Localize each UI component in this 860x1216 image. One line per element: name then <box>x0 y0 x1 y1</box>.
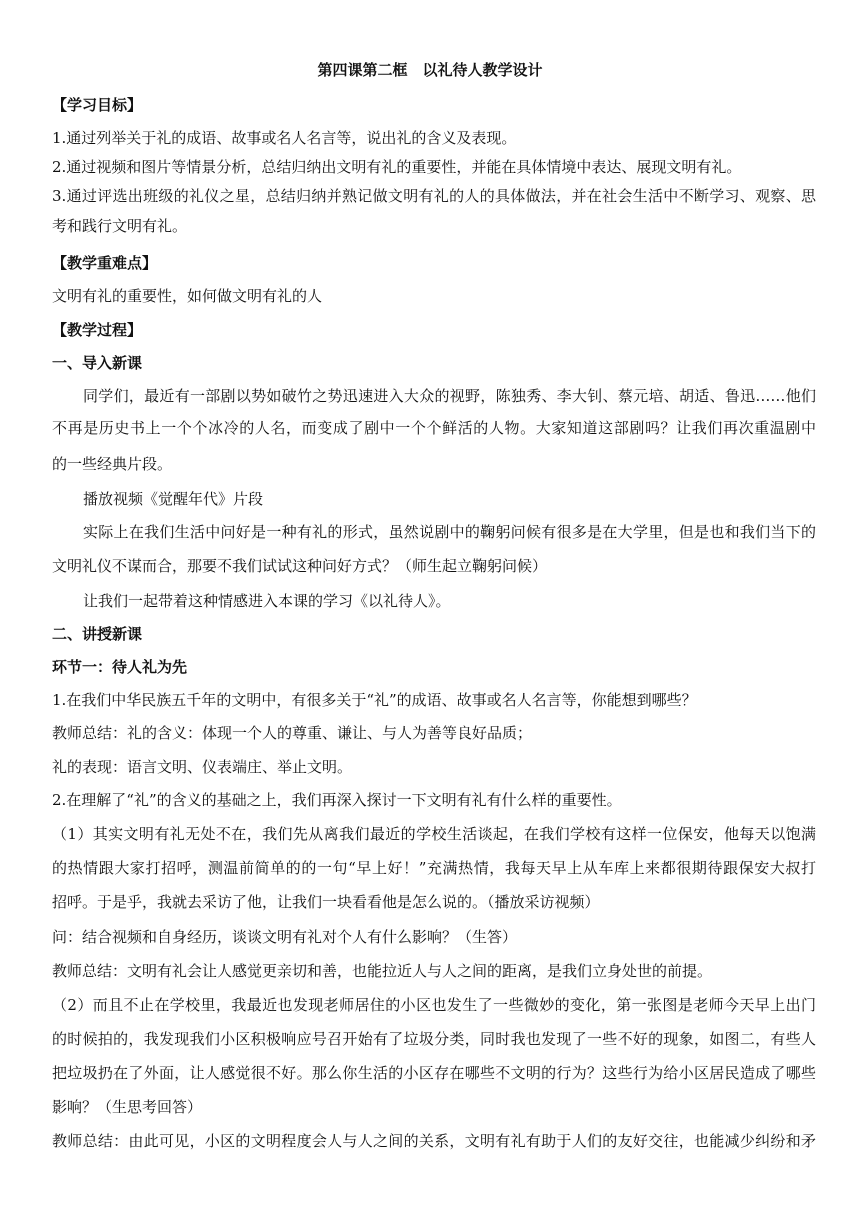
paragraph-line: 实际上在我们生活中问好是一种有礼的形式，虽然说剧中的鞠躬问候有很多是在大学里，但是也和我们当下的 <box>83 523 816 541</box>
paragraph-line: 播放视频《觉醒年代》片段 <box>83 490 264 508</box>
section-heading-teach: 二、讲授新课 <box>52 625 143 643</box>
link-heading: 环节一：待人礼为先 <box>52 658 188 676</box>
paragraph-line: 教师总结：由此可见，小区的文明程度会人与人之间的关系，文明有礼有助于人们的友好交往，也能减少纠纷和矛 <box>52 1132 816 1150</box>
paragraph-line: 问：结合视频和自身经历，谈谈文明有礼对个人有什么影响？（生答） <box>52 928 518 946</box>
paragraph-line: 1.在我们中华民族五千年的文明中，有很多关于“礼”的成语、故事或名人名言等，你能想到哪些？ <box>52 691 697 709</box>
keypoints-heading: 【教学重难点】 <box>52 254 158 272</box>
objective-line: 2.通过视频和图片等情景分析，总结归纳出文明有礼的重要性，并能在具体情境中表达、展现文明有礼。 <box>52 158 742 176</box>
paragraph-line: 文明礼仪不谋而合，那要不我们试试这种问好方式？（师生起立鞠躬问候） <box>52 557 548 575</box>
paragraph-line: （1）其实文明有礼无处不在，我们先从离我们最近的学校生活谈起，在我们学校有这样一位保安，他每天以饱满 <box>52 825 816 843</box>
objectives-heading: 【学习目标】 <box>52 96 143 114</box>
section-heading-intro: 一、导入新课 <box>52 354 143 372</box>
paragraph-line: 招呼。于是乎，我就去采访了他，让我们一块看看他是怎么说的。（播放采访视频） <box>52 893 600 911</box>
paragraph-line: 礼的表现：语言文明、仪表端庄、举止文明。 <box>52 758 353 776</box>
objective-line: 3.通过评选出班级的礼仪之星，总结归纳并熟记做文明有礼的人的具体做法，并在社会生活中不断学习、观察、思 <box>52 187 816 205</box>
paragraph-line: 2.在理解了“礼”的含义的基础之上，我们再深入探讨一下文明有礼有什么样的重要性。 <box>52 791 622 809</box>
process-heading: 【教学过程】 <box>52 321 143 339</box>
paragraph-line: 教师总结：文明有礼会让人感觉更亲切和善，也能拉近人与人之间的距离，是我们立身处世的前提。 <box>52 962 713 980</box>
paragraph-line: 的热情跟大家打招呼，测温前简单的的一句“早上好！”充满热情，我每天早上从车库上来都很期待跟保安大叔打 <box>52 859 816 877</box>
objective-line: 1.通过列举关于礼的成语、故事或名人名言等，说出礼的含义及表现。 <box>52 129 517 147</box>
paragraph-line: 的时候拍的，我发现我们小区积极响应号召开始有了垃圾分类，同时我也发现了一些不好的现象，如图二，有些人 <box>52 1030 816 1048</box>
paragraph-line: 的一些经典片段。 <box>52 455 173 473</box>
document-title: 第四课第二框 以礼待人教学设计 <box>317 61 543 79</box>
objective-line: 考和践行文明有礼。 <box>52 217 188 235</box>
keypoints-text: 文明有礼的重要性，如何做文明有礼的人 <box>52 287 323 305</box>
paragraph-line: 教师总结：礼的含义：体现一个人的尊重、谦让、与人为善等良好品质； <box>52 724 533 742</box>
paragraph-line: 把垃圾扔在了外面，让人感觉很不好。那么你生活的小区存在哪些不文明的行为？这些行为给小区居民造成了哪些 <box>52 1064 816 1082</box>
paragraph-line: （2）而且不止在学校里，我最近也发现老师居住的小区也发生了一些微妙的变化，第一张图是老师今天早上出门 <box>52 996 816 1014</box>
paragraph-line: 让我们一起带着这种情感进入本课的学习《以礼待人》。 <box>83 592 451 610</box>
paragraph-line: 不再是历史书上一个个冰冷的人名，而变成了剧中一个个鲜活的人物。大家知道这部剧吗？让我们再次重温剧中 <box>52 419 816 437</box>
paragraph-line: 影响？（生思考回答） <box>52 1098 203 1116</box>
paragraph-line: 同学们，最近有一部剧以势如破竹之势迅速进入大众的视野，陈独秀、李大钊、蔡元培、胡适、鲁迅……他们 <box>83 387 816 405</box>
